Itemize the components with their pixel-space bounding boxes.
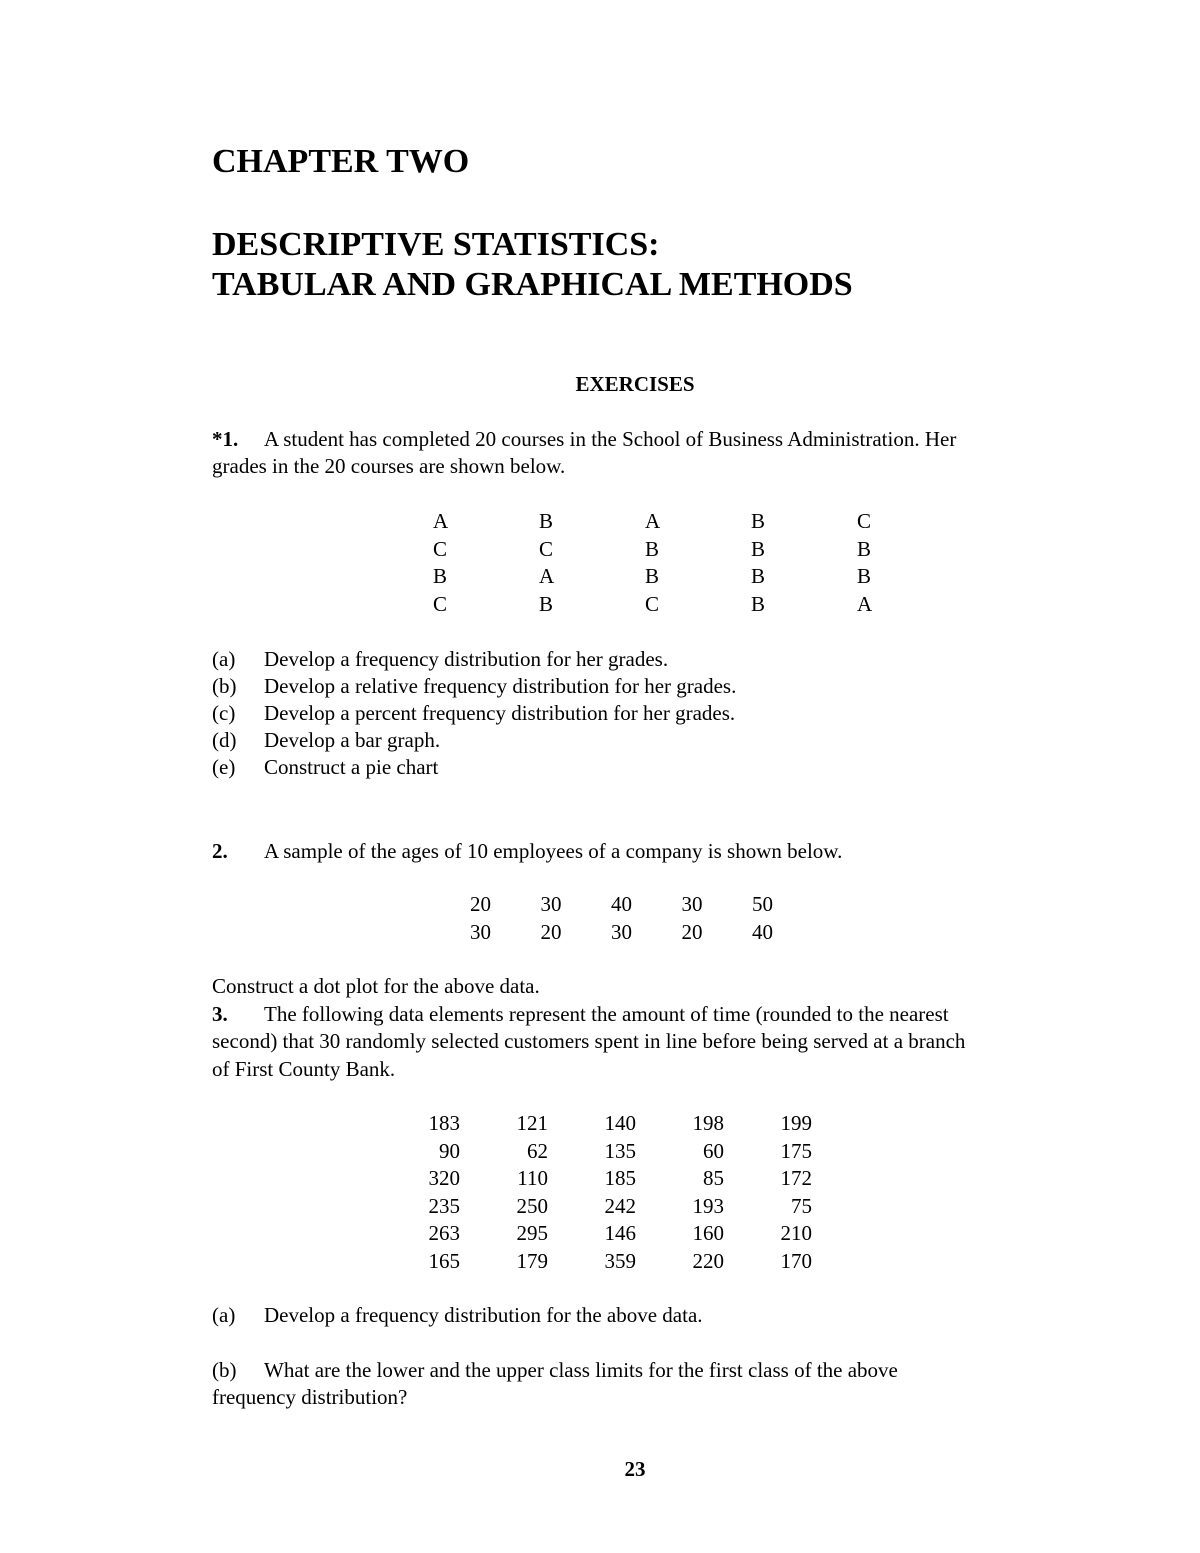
q1-part-e: (e) Construct a pie chart [212,755,439,779]
section-title-line1: DESCRIPTIVE STATISTICS: [212,226,660,263]
table-cell: A [433,509,449,534]
table-cell: 172 [780,1166,812,1191]
table-cell: 160 [692,1221,724,1246]
table-cell: A [539,564,555,589]
table-cell: A [857,591,873,616]
table-cell: 30 [540,892,562,917]
table-cell: 193 [692,1193,724,1218]
grades-row [433,563,963,591]
table-cell: C [857,509,872,534]
table-cell: 62 [527,1138,548,1163]
table-cell: 40 [752,919,773,944]
table-cell: 135 [604,1138,636,1163]
times-row [372,1193,812,1221]
table-cell: B [539,509,554,534]
table-cell: 110 [517,1166,548,1191]
table-cell: 263 [428,1221,460,1246]
times-row [372,1110,812,1138]
exercises-heading: EXERCISES [575,372,695,396]
table-cell: 140 [604,1111,636,1136]
table-cell: B [751,591,766,616]
times-row [372,1138,812,1166]
q1-part-c: (c) Develop a percent frequency distribution for her grades. [212,701,736,725]
table-cell: 185 [604,1166,636,1191]
ages-row [470,919,823,947]
table-cell: 20 [540,919,562,944]
q1-part-b: (b) Develop a relative frequency distribution for her grades. [212,674,737,698]
grades-row [433,591,963,619]
table-cell: 220 [692,1248,724,1273]
table-cell: B [645,564,660,589]
q3-part-b: (b) What are the lower and the upper class limits for the first class of the above [212,1358,898,1382]
table-cell: 235 [428,1193,460,1218]
table-cell: 121 [516,1111,548,1136]
table-cell: 359 [604,1248,636,1273]
q3-text-line1: The following data elements represent the amount of time (rounded to the nearest [264,1002,949,1026]
q1-text-line1: A student has completed 20 courses in the School of Business Administration. Her [264,427,957,451]
table-cell: B [751,536,766,561]
table-cell: 199 [780,1111,812,1136]
q3-times-table [372,1110,812,1275]
table-cell: C [645,591,660,616]
table-cell: A [645,509,661,534]
table-cell: C [433,536,448,561]
table-cell: B [751,564,766,589]
table-cell: 30 [611,919,632,944]
table-cell: 20 [470,892,491,917]
q1-line1 [212,426,956,453]
chapter-title: CHAPTER TWO [212,143,470,180]
grades-row [433,536,963,564]
q2-instruction: Construct a dot plot for the above data. [212,974,540,998]
q3-text-line3: of First County Bank. [212,1057,396,1081]
table-cell: 175 [780,1138,812,1163]
table-cell: 295 [516,1221,548,1246]
table-cell: 20 [681,919,703,944]
times-row [372,1165,812,1193]
table-cell: 179 [516,1248,548,1273]
table-cell: 85 [703,1166,724,1191]
table-cell: C [539,536,554,561]
q1-number: *1. [212,427,239,451]
section-title-line2: TABULAR AND GRAPHICAL METHODS [212,266,853,303]
table-cell: 165 [428,1248,460,1273]
table-cell: 210 [780,1221,812,1246]
q1-part-d: (d) Develop a bar graph. [212,728,441,752]
table-cell: 60 [703,1138,724,1163]
q3-line1 [212,1001,949,1028]
table-cell: 50 [752,892,773,917]
q1-grades-table [433,508,963,618]
table-cell: 170 [780,1248,812,1273]
table-cell: 146 [604,1221,636,1246]
table-cell: B [645,536,660,561]
q2-line [212,838,842,865]
table-cell: C [433,591,448,616]
q3-number: 3. [212,1002,228,1026]
table-cell: 40 [611,892,632,917]
table-cell: B [857,536,872,561]
table-cell: 183 [428,1111,460,1136]
table-cell: 30 [470,919,491,944]
table-cell: B [539,591,554,616]
q2-ages-table [470,891,823,946]
grades-row [433,508,963,536]
q3-part-b-line2: frequency distribution? [212,1385,408,1409]
times-row [372,1220,812,1248]
table-cell: B [433,564,448,589]
table-cell: 75 [791,1193,812,1218]
table-cell: 30 [681,892,703,917]
table-cell: 320 [428,1166,460,1191]
q2-text: A sample of the ages of 10 employees of a company is shown below. [264,839,843,863]
table-cell: 242 [604,1193,636,1218]
times-row [372,1248,812,1276]
table-cell: B [857,564,872,589]
table-cell: 198 [692,1111,724,1136]
table-cell: 250 [516,1193,548,1218]
q1-part-a: (a) Develop a frequency distribution for her grades. [212,647,669,671]
page-number: 23 [624,1457,646,1481]
q3-part-a: (a) Develop a frequency distribution for the above data. [212,1303,703,1327]
table-cell: 90 [439,1138,460,1163]
q3-text-line2: second) that 30 randomly selected customers spent in line before being served at a branch [212,1029,966,1053]
ages-row [470,891,823,919]
table-cell: B [751,509,766,534]
q2-number: 2. [212,839,228,863]
q1-text-line2: grades in the 20 courses are shown below. [212,454,566,478]
